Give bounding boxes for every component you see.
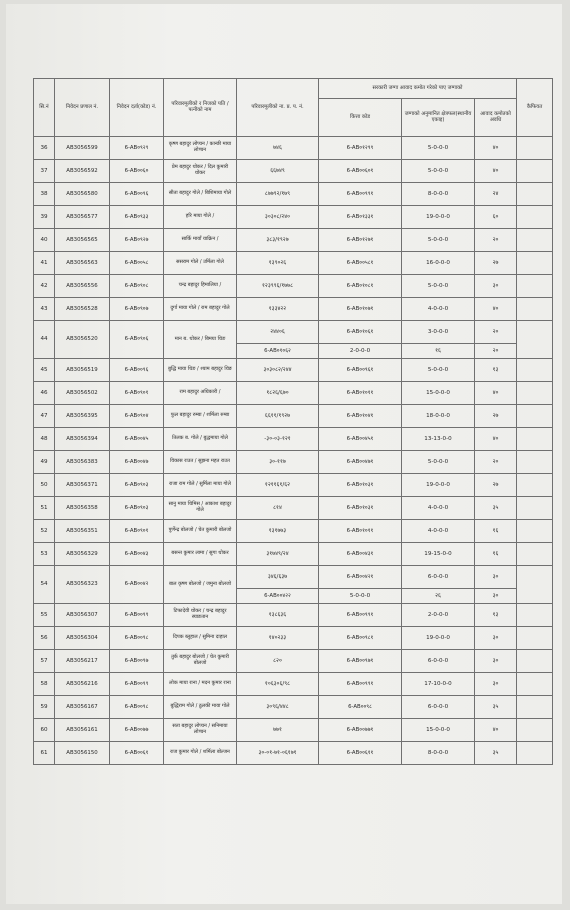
cell-sn: 43 xyxy=(34,298,55,321)
cell-remarks xyxy=(517,543,553,566)
cell-years: ४० xyxy=(475,298,517,321)
table-row xyxy=(34,520,553,543)
cell-years: ४० xyxy=(475,428,517,451)
header-sn: सि.नं xyxy=(34,79,55,137)
cell-years: ३० xyxy=(475,627,517,650)
cell-remarks xyxy=(517,275,553,298)
cell-remarks xyxy=(517,566,553,604)
cell-area: 15-0-0-0 xyxy=(402,382,475,405)
cell-sn: 61 xyxy=(34,742,55,765)
cell-plot-code: 6-AB०१०८१ xyxy=(319,275,402,298)
cell-app-code: 6-AB००५८ xyxy=(110,252,164,275)
cell-reg-no: AB3056599 xyxy=(55,137,110,160)
cell-remarks xyxy=(517,650,553,673)
cell-plot-code: 6-AB००४७१ xyxy=(319,451,402,474)
cell-area: 6-0-0-0 xyxy=(402,566,475,589)
table-row xyxy=(34,229,553,252)
cell-app-code: 6-AB०९३३ xyxy=(110,206,164,229)
cell-id-no: ८७७९२/१७९ xyxy=(237,183,319,206)
cell-plot-code: 6-AB००९८ xyxy=(319,696,402,719)
cell-id-no: -३०-०३-१२१ xyxy=(237,428,319,451)
cell-owner-name: तिलक ब. गोले / बुद्धमाया गोले xyxy=(164,428,237,451)
cell-app-code: 6-AB००४३ xyxy=(110,543,164,566)
cell-plot-code: 6-AB०१०११ xyxy=(319,520,402,543)
cell-id-no: १४०२३३ xyxy=(237,627,319,650)
cell-app-code: 6-AB००४५ xyxy=(110,428,164,451)
cell-app-code: 6-AB०९०८ xyxy=(110,275,164,298)
cell-owner-name: सानु माया थिमिस / आकाश बहादुर गोले xyxy=(164,497,237,520)
cell-area: 5-0-0-0 xyxy=(402,275,475,298)
cell-id-no: ६६७४९ xyxy=(237,160,319,183)
cell-id-no: १३८६३६ xyxy=(237,604,319,627)
cell-id-no: १३९०२६ xyxy=(237,252,319,275)
cell-reg-no: AB3056580 xyxy=(55,183,110,206)
cell-owner-name: फुल बहादुर रुम्बा / शर्मिला रुम्बा xyxy=(164,405,237,428)
cell-sn: 45 xyxy=(34,359,55,382)
cell-remarks xyxy=(517,229,553,252)
cell-remarks xyxy=(517,252,553,275)
cell-reg-no: AB3056358 xyxy=(55,497,110,520)
table-row xyxy=(34,252,553,275)
cell-id-no: ३०३०८२/२४४ xyxy=(237,359,319,382)
table-row xyxy=(34,673,553,696)
cell-owner-name: विकास राउत / सुझना महत राउत xyxy=(164,451,237,474)
cell-id-no: ३०-११७ xyxy=(237,451,319,474)
cell-app-code: 6-AB००९८ xyxy=(110,627,164,650)
table-row xyxy=(34,719,553,742)
cell-years: २७ xyxy=(475,405,517,428)
cell-id-no: ६६११/१९२७ xyxy=(237,405,319,428)
land-record-table xyxy=(33,78,553,765)
cell-remarks xyxy=(517,359,553,382)
header-id-no: परिवारमूलीको ना. प्र. प. नं. xyxy=(237,79,319,137)
cell-owner-name: राज कुमार गोले / शर्मिला बोल्जन xyxy=(164,742,237,765)
cell-plot-code: 6-AB०१३३१ xyxy=(319,206,402,229)
cell-sn: 38 xyxy=(34,183,55,206)
table-row xyxy=(34,627,553,650)
cell-id-no: १०६३०६/९८ xyxy=(237,673,319,696)
cell-id-no: ७७१ xyxy=(237,719,319,742)
cell-id-no: ३०९६/४४८ xyxy=(237,696,319,719)
table-row xyxy=(34,474,553,497)
cell-owner-name: प्रेम बहादुर थोकर / दिल कुमारी थोकर xyxy=(164,160,237,183)
cell-plot-code: 6-AB००९९१ xyxy=(319,183,402,206)
cell-remarks xyxy=(517,382,553,405)
cell-sn: 37 xyxy=(34,160,55,183)
cell-remarks xyxy=(517,160,553,183)
cell-sn: 60 xyxy=(34,719,55,742)
cell-reg-no: AB3056307 xyxy=(55,604,110,627)
cell-area: 5-0-0-0 xyxy=(402,451,475,474)
cell-plot-code: 6-AB००९९१ xyxy=(319,604,402,627)
cell-id-no: २४४०६ xyxy=(237,321,319,344)
cell-plot-code: 6-AB०१०११ xyxy=(319,382,402,405)
cell-sn: 55 xyxy=(34,604,55,627)
table-row xyxy=(34,137,553,160)
cell-owner-name: राम बहादुर अधिकारी / xyxy=(164,382,237,405)
cell-remarks xyxy=(517,298,553,321)
cell-years: ३५ xyxy=(475,696,517,719)
cell-area: 15-0-0-0 xyxy=(402,719,475,742)
cell-sn: 56 xyxy=(34,627,55,650)
cell-app-code: 6-AB०९०१ xyxy=(110,382,164,405)
cell-plot-code: 6-AB०१०३१ xyxy=(319,497,402,520)
cell-area: 17-10-0-0 xyxy=(402,673,475,696)
cell-owner-name: सीता बहादुर गोले / बिशिमाया गोले xyxy=(164,183,237,206)
cell-years: २७ xyxy=(475,474,517,497)
cell-app-code: 6-AB००६१ xyxy=(110,742,164,765)
header-remarks: कैफियत xyxy=(517,79,553,137)
cell-id-no: ३०३०८/२४० xyxy=(237,206,319,229)
cell-reg-no: AB3056216 xyxy=(55,673,110,696)
cell-plot-code: 6-AB००९६१ xyxy=(319,359,402,382)
header-app-code: निवेदन दर्ता(कोड) नं. xyxy=(110,79,164,137)
cell-sn: 40 xyxy=(34,229,55,252)
cell-area: 4-0-0-0 xyxy=(402,497,475,520)
header-area: जग्गाको अनुमानित क्षेत्रफल(स्थानीय एकाइ) xyxy=(402,99,475,137)
cell-id-no: ३४६/६३७ xyxy=(237,566,319,589)
cell-owner-name: मान ब. थोकर / बिमया थिङ xyxy=(164,321,237,359)
cell-owner-name: लोक माया राना / मदन कुमार राना xyxy=(164,673,237,696)
cell-remarks xyxy=(517,405,553,428)
cell-years: १६ xyxy=(475,520,517,543)
cell-id-no: १३१७७३ xyxy=(237,520,319,543)
cell-id-no: ८२० xyxy=(237,650,319,673)
table-row xyxy=(34,298,553,321)
cell-area: 16-0-0-0 xyxy=(402,252,475,275)
cell-years: ३० xyxy=(475,275,517,298)
cell-remarks xyxy=(517,520,553,543)
table-row xyxy=(34,206,553,229)
table-row xyxy=(34,543,553,566)
cell-sn: 41 xyxy=(34,252,55,275)
cell-remarks xyxy=(517,428,553,451)
cell-owner-name: दुर्गा माया गोले / राम बहादुर गोले xyxy=(164,298,237,321)
cell-plot-extra: 6-AB००४२२ xyxy=(237,589,319,604)
cell-plot-code: 6-AB००६०१ xyxy=(319,160,402,183)
cell-app-code: 6-AB०९०६ xyxy=(110,321,164,359)
cell-plot-code: 6-AB००६११ xyxy=(319,742,402,765)
cell-sn: 44 xyxy=(34,321,55,359)
cell-years: १६ xyxy=(402,344,475,359)
table-body xyxy=(34,137,553,765)
cell-id-no: ३०-०१-७१-०६१७१ xyxy=(237,742,319,765)
cell-years: ३५ xyxy=(475,742,517,765)
header-group: सरकारी जग्गा आवाद कमोत गरेको पाए जग्गाको xyxy=(319,79,517,99)
cell-app-code: 6-AB०९०१ xyxy=(110,520,164,543)
cell-owner-name: ससराम गोले / उर्मिला गोले xyxy=(164,252,237,275)
cell-area: 13-13-0-0 xyxy=(402,428,475,451)
cell-app-code: 6-AB०९०३ xyxy=(110,474,164,497)
cell-id-no: १२३९९६/१७७८ xyxy=(237,275,319,298)
cell-app-code: 6-AB००४२ xyxy=(110,566,164,604)
cell-app-code: 6-AB०९२९ xyxy=(110,137,164,160)
cell-reg-no: AB3056304 xyxy=(55,627,110,650)
table-row xyxy=(34,742,553,765)
cell-reg-no: AB3056556 xyxy=(55,275,110,298)
cell-remarks xyxy=(517,206,553,229)
cell-remarks xyxy=(517,497,553,520)
table-row xyxy=(34,604,553,627)
cell-sn: 59 xyxy=(34,696,55,719)
cell-remarks xyxy=(517,137,553,160)
cell-years: ३० xyxy=(475,673,517,696)
cell-owner-name: राजा राम गोले / सुर्मिला माया गोले xyxy=(164,474,237,497)
cell-years: ४० xyxy=(475,137,517,160)
table-row xyxy=(34,650,553,673)
cell-area: 3-0-0-0 xyxy=(402,321,475,344)
cell-reg-no: AB3056565 xyxy=(55,229,110,252)
cell-id-no: ८१४ xyxy=(237,497,319,520)
cell-area: 18-0-0-0 xyxy=(402,405,475,428)
cell-years: १३ xyxy=(475,359,517,382)
cell-reg-no: AB3056351 xyxy=(55,520,110,543)
cell-area: 4-0-0-0 xyxy=(402,298,475,321)
cell-area: 8-0-0-0 xyxy=(402,183,475,206)
cell-app-code: 6-AB००९६ xyxy=(110,183,164,206)
cell-years: २० xyxy=(475,229,517,252)
cell-area: 8-0-0-0 xyxy=(402,742,475,765)
cell-sn: 49 xyxy=(34,451,55,474)
cell-plot-code: 6-AB००९९१ xyxy=(319,673,402,696)
cell-years: २० xyxy=(475,321,517,344)
cell-owner-name: बाल कृष्ण बोलजो / जमुना बोलजो xyxy=(164,566,237,604)
cell-plot-code: 6-AB००९७१ xyxy=(319,650,402,673)
cell-app-code: 6-AB०९२७ xyxy=(110,229,164,252)
cell-remarks xyxy=(517,742,553,765)
cell-reg-no: AB3056519 xyxy=(55,359,110,382)
cell-area: 5-0-0-0 xyxy=(402,359,475,382)
cell-years: २७ xyxy=(475,252,517,275)
cell-id-no: ३१७४९/२४ xyxy=(237,543,319,566)
cell-sn: 39 xyxy=(34,206,55,229)
table-row xyxy=(34,359,553,382)
cell-owner-name: टिफादेवी थोकर / चन्द्र बहादुर स्याङतान xyxy=(164,604,237,627)
cell-plot-code: 6-AB०१०६१ xyxy=(319,321,402,344)
header-plot-code: कित्ता कोड xyxy=(319,99,402,137)
cell-area: 2-0-0-0 xyxy=(319,344,402,359)
cell-app-code: 6-AB००९९ xyxy=(110,604,164,627)
cell-owner-name: पुर्णेन्द्र बोलजो / चेत कुमारी बोलजो xyxy=(164,520,237,543)
cell-sn: 57 xyxy=(34,650,55,673)
header-reg-no: निवेदन प्रणाल नं. xyxy=(55,79,110,137)
cell-owner-name: कृष्ण बहादुर लोप्चन / कान्छी माया लोप्चन xyxy=(164,137,237,160)
table-row xyxy=(34,160,553,183)
cell-id-no: ७४६ xyxy=(237,137,319,160)
cell-area: 2-0-0-0 xyxy=(402,604,475,627)
cell-reg-no: AB3056528 xyxy=(55,298,110,321)
cell-owner-name: सता बहादुर लोप्चन / सनिमाया लोप्चन xyxy=(164,719,237,742)
cell-owner-name: सार्कि मायाँ याक्रिन / xyxy=(164,229,237,252)
cell-years: २६ xyxy=(402,589,475,604)
cell-plot-code: 6-AB००५८१ xyxy=(319,252,402,275)
cell-remarks xyxy=(517,321,553,359)
cell-app-code: 6-AB०९०७ xyxy=(110,298,164,321)
cell-remarks xyxy=(517,696,553,719)
cell-remarks xyxy=(517,673,553,696)
cell-remarks xyxy=(517,451,553,474)
cell-sn: 53 xyxy=(34,543,55,566)
table-row xyxy=(34,382,553,405)
cell-plot-code: 6-AB०१२७१ xyxy=(319,229,402,252)
cell-sn: 50 xyxy=(34,474,55,497)
cell-area: 5-0-0-0 xyxy=(402,160,475,183)
cell-app-code: 6-AB००९९ xyxy=(110,673,164,696)
cell-owner-name: चन्द्र बहादुर हिमालिया / xyxy=(164,275,237,298)
cell-reg-no: AB3056217 xyxy=(55,650,110,673)
cell-app-code: 6-AB०९०४ xyxy=(110,405,164,428)
table-row xyxy=(34,566,553,589)
cell-app-code: 6-AB००९७ xyxy=(110,650,164,673)
cell-app-code: 6-AB००९८ xyxy=(110,696,164,719)
cell-app-code: 6-AB०९०३ xyxy=(110,497,164,520)
cell-reg-no: AB3056563 xyxy=(55,252,110,275)
header-years: आवाद कमोतको अवधि xyxy=(475,99,517,137)
table-row xyxy=(34,321,553,344)
cell-sn: 46 xyxy=(34,382,55,405)
cell-reg-no: AB3056383 xyxy=(55,451,110,474)
cell-remarks xyxy=(517,183,553,206)
table-row xyxy=(34,183,553,206)
cell-reg-no: AB3056520 xyxy=(55,321,110,359)
cell-years: ४० xyxy=(475,160,517,183)
cell-sn: 36 xyxy=(34,137,55,160)
table-row xyxy=(34,428,553,451)
cell-reg-no: AB3056394 xyxy=(55,428,110,451)
cell-reg-no: AB3056161 xyxy=(55,719,110,742)
cell-area: 5-0-0-0 xyxy=(402,137,475,160)
cell-app-code: 6-AB००४७ xyxy=(110,451,164,474)
cell-reg-no: AB3056323 xyxy=(55,566,110,604)
cell-sn: 51 xyxy=(34,497,55,520)
cell-plot-code: 6-AB०१०४१ xyxy=(319,405,402,428)
cell-area: 5-0-0-0 xyxy=(319,589,402,604)
cell-sn: 48 xyxy=(34,428,55,451)
cell-years: ६० xyxy=(475,206,517,229)
cell-plot-code: 6-AB००४५१ xyxy=(319,428,402,451)
cell-app-code: 6-AB००७७ xyxy=(110,719,164,742)
cell-remarks xyxy=(517,474,553,497)
cell-years: ३० xyxy=(475,650,517,673)
cell-area: 19-0-0-0 xyxy=(402,627,475,650)
cell-area: 19-15-0-0 xyxy=(402,543,475,566)
cell-reg-no: AB3056150 xyxy=(55,742,110,765)
cell-id-no: १३३४२२ xyxy=(237,298,319,321)
cell-sn: 52 xyxy=(34,520,55,543)
cell-reg-no: AB3056502 xyxy=(55,382,110,405)
cell-years: १३ xyxy=(475,604,517,627)
cell-reg-no: AB3056329 xyxy=(55,543,110,566)
cell-remarks xyxy=(517,719,553,742)
table-row xyxy=(34,696,553,719)
cell-app-code: 6-AB००६० xyxy=(110,160,164,183)
cell-id-no: ३८३/१९२७ xyxy=(237,229,319,252)
cell-area: 19-0-0-0 xyxy=(402,474,475,497)
cell-owner-name: तुर्क बहादुर बोलजो / चेत कुमारी बोलजो xyxy=(164,650,237,673)
cell-area: 6-0-0-0 xyxy=(402,650,475,673)
cell-years: १६ xyxy=(475,543,517,566)
cell-years: ४० xyxy=(475,382,517,405)
cell-id-no: १८२६/६७० xyxy=(237,382,319,405)
cell-plot-extra: 6-AB०१०६२ xyxy=(237,344,319,359)
cell-sn: 54 xyxy=(34,566,55,604)
cell-years: ३५ xyxy=(475,497,517,520)
cell-years: ४० xyxy=(475,719,517,742)
cell-plot-code: 6-AB०१०७१ xyxy=(319,298,402,321)
table-row xyxy=(34,451,553,474)
cell-reg-no: AB3056395 xyxy=(55,405,110,428)
cell-plot-code: 6-AB००४३१ xyxy=(319,543,402,566)
cell-area: 5-0-0-0 xyxy=(402,229,475,252)
table-row xyxy=(34,497,553,520)
cell-reg-no: AB3056577 xyxy=(55,206,110,229)
cell-owner-name: हरि माया गोले / xyxy=(164,206,237,229)
cell-area: 6-0-0-0 xyxy=(402,696,475,719)
cell-sn: 58 xyxy=(34,673,55,696)
cell-reg-no: AB3056592 xyxy=(55,160,110,183)
cell-years-extra: ३० xyxy=(475,589,517,604)
cell-app-code: 6-AB००९६ xyxy=(110,359,164,382)
header-owner-name: परिवारमूलीको र निजको पति / पत्नीको नाम xyxy=(164,79,237,137)
cell-years: ३० xyxy=(475,566,517,589)
cell-plot-code: 6-AB००४२१ xyxy=(319,566,402,589)
cell-sn: 42 xyxy=(34,275,55,298)
cell-plot-code: 6-AB००९८१ xyxy=(319,627,402,650)
table-row xyxy=(34,275,553,298)
document-sheet xyxy=(6,4,562,904)
cell-area: 4-0-0-0 xyxy=(402,520,475,543)
cell-remarks xyxy=(517,627,553,650)
cell-years-extra: २० xyxy=(475,344,517,359)
table-row xyxy=(34,405,553,428)
cell-owner-name: बुद्धिराम गोले / ठुलकी माया गोले xyxy=(164,696,237,719)
cell-id-no: १२११६१/६२ xyxy=(237,474,319,497)
cell-reg-no: AB3056371 xyxy=(55,474,110,497)
cell-owner-name: बसन्त कुमार लामा / सुगा थोकर xyxy=(164,543,237,566)
cell-owner-name: दिपक ब्लुहाल / सुमिना दाहाल xyxy=(164,627,237,650)
cell-plot-code: 6-AB०१२९९ xyxy=(319,137,402,160)
cell-reg-no: AB3056167 xyxy=(55,696,110,719)
cell-remarks xyxy=(517,604,553,627)
cell-owner-name: बुद्धि माया थिङ / श्याम बहादुर थिङ xyxy=(164,359,237,382)
cell-area: 19-0-0-0 xyxy=(402,206,475,229)
cell-plot-code: 6-AB०१०३१ xyxy=(319,474,402,497)
cell-plot-code: 6-AB००७७१ xyxy=(319,719,402,742)
cell-sn: 47 xyxy=(34,405,55,428)
cell-years: २४ xyxy=(475,183,517,206)
cell-years: २० xyxy=(475,451,517,474)
